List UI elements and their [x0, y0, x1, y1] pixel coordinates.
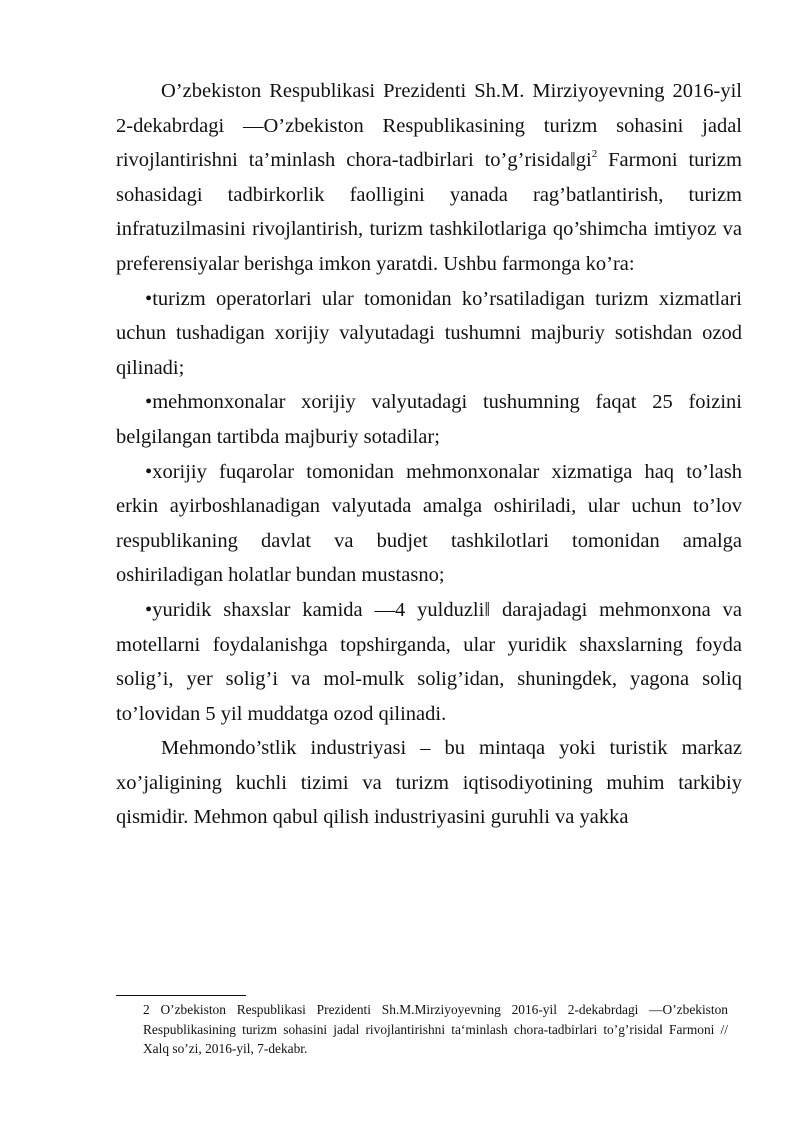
bullet-icon: • [145, 598, 153, 621]
list-item-text: turizm operatorlari ular tomonidan ko’rsatiladigan turizm xizmatlari uchun tushadigan xorijiy valyutadagi tushumni majburiy sotishdan ozod qilinadi; [116, 287, 742, 379]
bullet-icon: • [145, 287, 153, 310]
list-item [116, 282, 742, 386]
intro-paragraph [116, 74, 742, 282]
footnote-reference[interactable]: 2 [591, 148, 598, 161]
list-item [116, 593, 742, 731]
list-item-text: xorijiy fuqarolar tomonidan mehmonxonalar xizmatiga haq to’lash erkin ayirboshlanadigan valyutada amalga oshiriladi, ular uchun to’lov respublikaning davlat va budjet tashkilotlari tomonidan amalga oshiriladigan holatlar bundan mustasno; [116, 460, 742, 587]
footnote-divider [116, 995, 246, 996]
intro-text-part1: O’zbekiston Respublikasi Prezidenti Sh.M. Mirziyoyevning 2016-yil 2-dekabrdagi ―O’zbekiston Respublikasining turizm sohasini jadal rivojlantirishni ta’minlash chora-tadbirlari to’g’risida‖gi [116, 80, 742, 172]
list-item [116, 385, 742, 454]
bullet-icon: • [145, 391, 153, 414]
document-page [116, 74, 742, 835]
bullet-icon: • [145, 460, 153, 483]
list-item [116, 455, 742, 593]
list-item-text: mehmonxonalar xorijiy valyutadagi tushumning faqat 25 foizini belgilangan tartibda majburiy sotadilar; [116, 391, 742, 448]
closing-paragraph: Mehmondo’stlik industriyasi – bu mintaqa yoki turistik markaz xo’jaligining kuchli tizimi va turizm iqtisodiyotining muhim tarkibiy qismidir. Mehmon qabul qilish industriyasini guruhli va yakka [116, 737, 742, 829]
list-item-text: yuridik shaxslar kamida ―4 yulduzli‖ darajadagi mehmonxona va motellarni foydalanishga topshirganda, ular yuridik shaxslarning foyda solig’i, yer solig’i va mol-mulk solig’idan, shuningdek, yagona soliq to’lovidan 5 yil muddatga ozod qilinadi. [116, 598, 742, 725]
footnote-text: 2 O’zbekiston Respublikasi Prezidenti Sh.M.Mirziyoyevning 2016-yil 2-dekabrdagi ―O’zbekiston Respublikasining turizm sohasini jadal rivojlantirishni ta‘minlash chora-tadbirlari to’g’risida‖ Farmoni // Xalq so’zi, 2016-yil, 7-dekabr. [143, 1002, 728, 1057]
intro-text-part2: Farmoni turizm sohasidagi tadbirkorlik faolligini yanada rag’batlantirish, turizm infratuzilmasini rivojlantirish, turizm tashkilotlariga qo’shimcha imtiyoz va preferensiyalar berishga imkon yaratdi. Ushbu farmonga ko’ra: [116, 149, 743, 275]
